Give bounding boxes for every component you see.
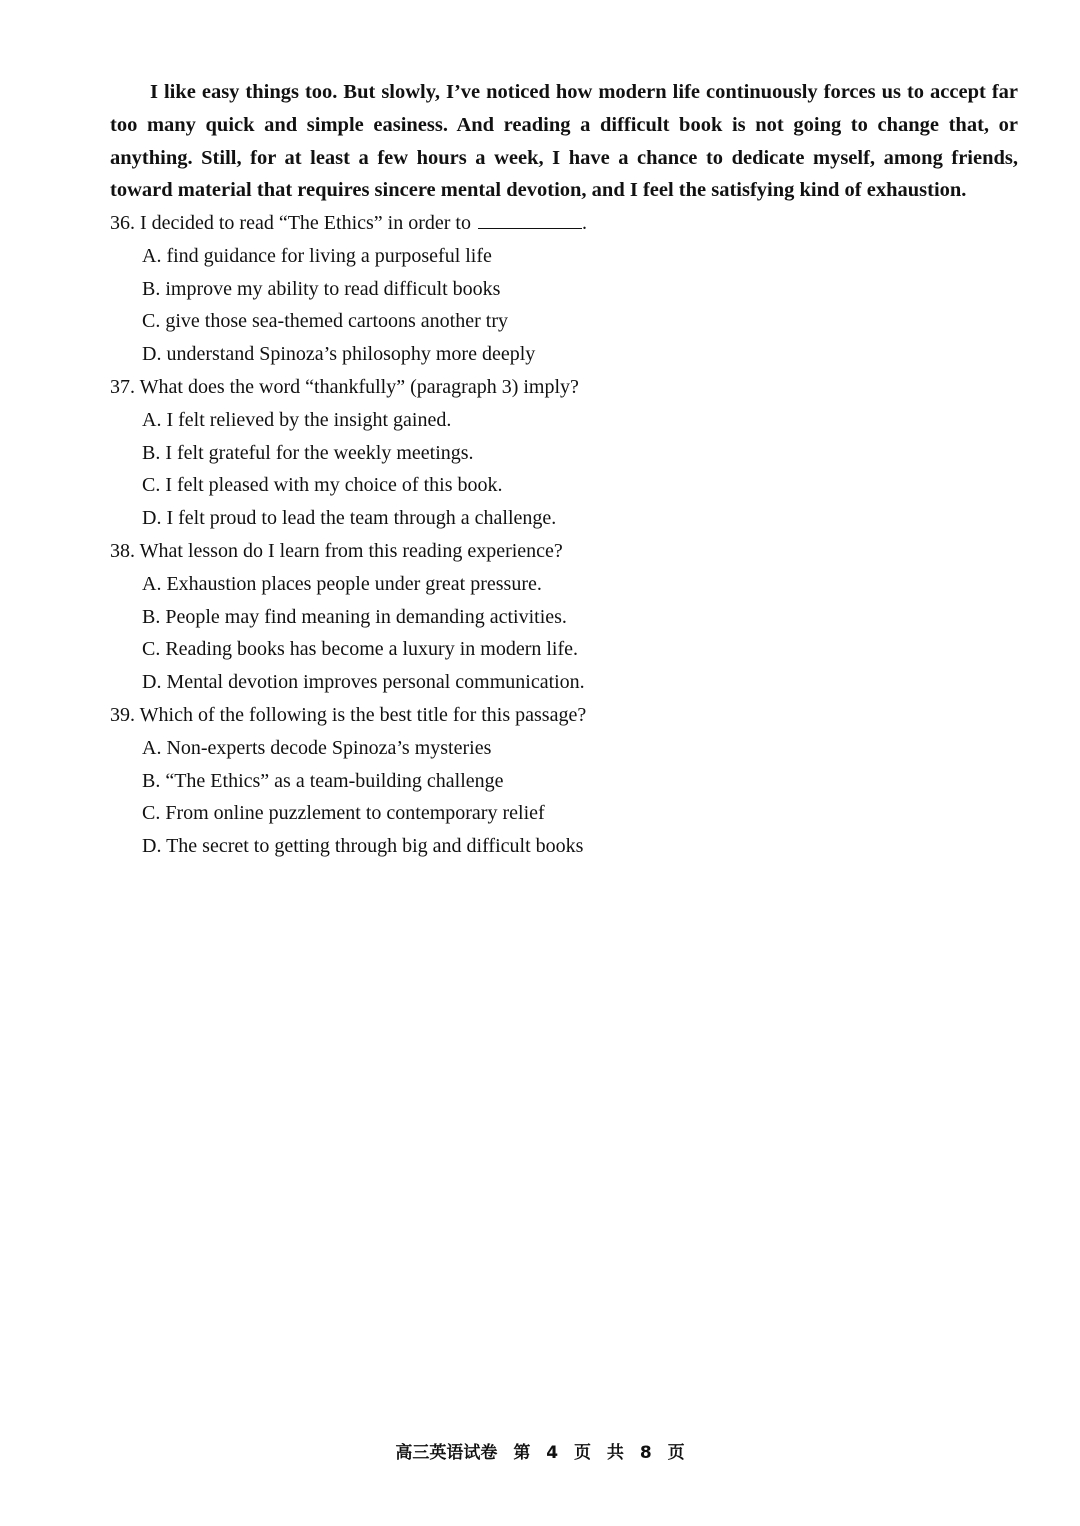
option-a: A. I felt relieved by the insight gained. [142, 408, 452, 431]
question-stem-end: . [581, 212, 587, 234]
question-36 [110, 207, 1018, 371]
question-stem-text: 36. I decided to read “The Ethics” in order to [110, 212, 471, 234]
option-a: A. Exhaustion places people under great pressure. [142, 572, 542, 595]
reading-passage [110, 76, 1018, 207]
option-a: A. find guidance for living a purposeful life [142, 244, 492, 267]
question-stem: 37. What does the word “thankfully” (paragraph 3) imply? [110, 375, 579, 398]
answer-blank [478, 210, 582, 229]
passage-paragraph: I like easy things too. But slowly, I’ve noticed how modern life continuously forces us to accept far too many quick and simple easiness. And reading a difficult book is not going to change that, or anything. Still, for at least a few hours a week, I have a chance to dedicate myself, among friends, toward material that requires sincere mental devotion, and I feel the satisfying kind of exhaustion. [110, 81, 1018, 202]
option-b: B. People may find meaning in demanding activities. [142, 605, 567, 628]
option-d: D. Mental devotion improves personal communication. [142, 671, 585, 694]
question-39 [110, 699, 1018, 863]
question-stem: 39. Which of the following is the best title for this passage? [110, 703, 587, 726]
option-c: C. Reading books has become a luxury in modern life. [142, 638, 579, 661]
option-c: C. give those sea-themed cartoons another try [142, 310, 508, 333]
page-footer: 高三英语试卷 第 4 页 共 8 页 [395, 1443, 685, 1463]
question-stem [110, 207, 1018, 240]
option-a: A. Non-experts decode Spinoza’s mysteries [142, 736, 492, 759]
option-d: D. understand Spinoza’s philosophy more deeply [142, 343, 536, 366]
option-b: B. “The Ethics” as a team-building challenge [142, 769, 504, 792]
option-c: C. From online puzzlement to contemporary relief [142, 802, 545, 825]
question-38 [110, 535, 1018, 699]
question-list [110, 207, 1018, 863]
option-d: D. The secret to getting through big and difficult books [142, 835, 584, 858]
question-stem: 38. What lesson do I learn from this reading experience? [110, 539, 563, 562]
option-c: C. I felt pleased with my choice of this book. [142, 474, 503, 497]
option-b: B. improve my ability to read difficult books [142, 277, 501, 300]
question-37 [110, 371, 1018, 535]
option-d: D. I felt proud to lead the team through a challenge. [142, 507, 557, 530]
option-b: B. I felt grateful for the weekly meetings. [142, 441, 474, 464]
